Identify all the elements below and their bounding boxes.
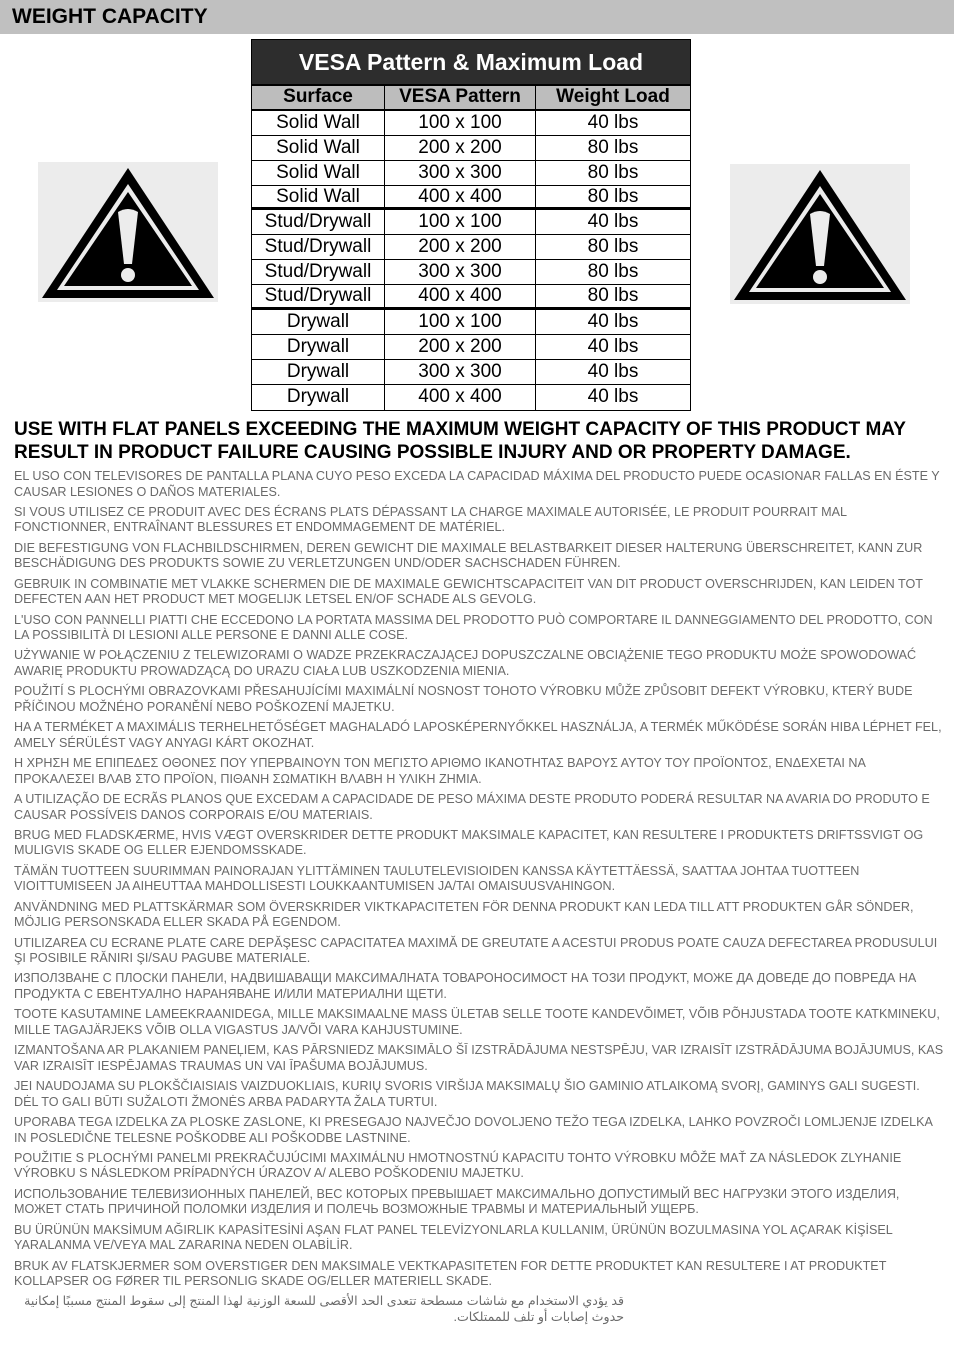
weight-load-cell: 40 lbs bbox=[587, 335, 639, 357]
weight-load-cell: 40 lbs bbox=[587, 111, 639, 133]
surface-cell: Solid Wall bbox=[252, 111, 385, 135]
vesa-table-header-row bbox=[252, 86, 690, 111]
translation-paragraph: A UTILIZAÇÃO DE ECRÃS PLANOS QUE EXCEDAM A CAPACIDADE DE PESO MÁXIMA DESTE PRODUTO PODERÁ RESULTAR NA AVARIA DO PRODUTO E CAUSAR POSSÍVEIS DANOS CORPORAIS E/OU MATERIAIS. bbox=[14, 792, 930, 822]
translation-paragraph: DIE BEFESTIGUNG VON FLACHBILDSCHIRMEN, DEREN GEWICHT DIE MAXIMALE BELASTBARKEIT DIESER HALTERUNG ÜBERSCHREITET, KANN ZUR BESCHÄDIGUNG DES PRODUKTS SOWIE ZU VERLETZUNGEN UND/ODER SACHSCHADEN FÜHREN. bbox=[14, 540, 923, 571]
translation-paragraph: TÄMÄN TUOTTEEN SUURIMMAN PAINORAJAN YLITTÄMINEN TAULUTELEVISIOIDEN KANSSA KÄYTETTÄESSÄ, SAATTAA JOHTAA TUOTTEEN VIOITTUMISEEN JA AIHEUTTAA MAHDOLLISESTI LOUKKAANTUMISEN JA/TAI OMAISUUSVAHINGON. bbox=[14, 863, 860, 894]
translation-paragraph: L'USO CON PANNELLI PIATTI CHE ECCEDONO LA PORTATA MASSIMA DEL PRODOTTO PUÒ COMPORTARE IL DANNEGGIAMENTO DEL PRODOTTO, CON LA POSSIBILITÀ DI LESIONI ALLE PERSONE E DANNI ALLE COSE. bbox=[14, 612, 933, 643]
translation-paragraph: UPORABA TEGA IZDELKA ZA PLOSKE ZASLONE, KI PRESEGAJO NAJVEČJO DOVOLJENO TEŽO TEGA IZDELKA, LAHKO POVZROČI LOMLJENJE IZDELKA IN POSLEDIČNE TELESNE POŠKODBE ALI POŠKODBE LASTNINE. bbox=[14, 1115, 933, 1145]
table-row bbox=[252, 136, 690, 161]
surface-cell: Stud/Drywall bbox=[252, 210, 385, 234]
table-row bbox=[252, 235, 690, 260]
vesa-pattern-cell: 300 x 300 bbox=[385, 260, 536, 284]
weight-load-cell: 80 lbs bbox=[587, 161, 639, 183]
translation-paragraph: BRUG MED FLADSKÆRME, HVIS VÆGT OVERSKRIDER DETTE PRODUKT MAKSIMALE KAPACITET, KAN RESULTERE I PRODUKTETS DRIFTSSVIGT OG MULIGVIS SKADE OG ELLER EJENDOMSSKADE. bbox=[14, 827, 924, 858]
translation-paragraph: BU ÜRÜNÜN MAKSİMUM AĞIRLIK KAPASİTESİNİ AŞAN FLAT PANEL TELEVİZYONLARLA KULLANIM, ÜRÜNÜN BOZULMASINA YOL AÇARAK KİŞİSEL YARALANMA VE/VEYA MAL ZARARINA NEDEN OLABİLİR. bbox=[14, 1222, 893, 1253]
translation-paragraph: Η ΧΡΗΣΗ ΜΕ ΕΠΙΠΕΔΕΣ ΟΘΟΝΕΣ ΠΟΥ ΥΠΕΡΒΑΙΝΟΥΝ ΤΟΝ ΜΕΓΙΣΤΟ ΑΡΙΘΜΟ ΙΚΑΝΟΤΗΤΑΣ ΒΑΡΟΥΣ ΑΥΤΟΥ ΤΟΥ ΠΡΟΪΟΝΤΟΣ, ΕΝΔΕΧΕΤΑΙ ΝΑ ΠΡΟΚΑΛΕΣΕΙ ΒΛΑΒ ΣΤΟ ΠΡΟΪΟΝ, ΠΙΘΑΝΗ ΣΩΜΑΤΙΚΗ ΒΛΑΒΗ Η ΥΛΙΚΗ ΖΗΜΙΑ. bbox=[14, 756, 866, 786]
vesa-pattern-cell: 200 x 200 bbox=[385, 235, 536, 259]
vesa-table-grid bbox=[252, 86, 690, 410]
surface-cell: Drywall bbox=[252, 385, 385, 410]
weight-load-cell: 40 lbs bbox=[587, 360, 639, 382]
warning-triangle-icon bbox=[38, 162, 218, 302]
surface-cell: Solid Wall bbox=[252, 186, 385, 208]
warning-triangle-icon bbox=[730, 164, 910, 304]
weight-load-cell: 80 lbs bbox=[587, 261, 639, 283]
vesa-pattern-cell: 200 x 200 bbox=[385, 136, 536, 160]
vesa-pattern-cell: 200 x 200 bbox=[385, 335, 536, 359]
translation-paragraph: ANVÄNDNING MED PLATTSKÄRMAR SOM ÖVERSKRIDER VIKTKAPACITETEN FÖR DENNA PRODUKT KAN LEDA TILL ATT PRODUKTEN GÅR SÖNDER, MÖJLIG PERSONSKADA ELLER SKADA PÅ EGENDOM. bbox=[14, 899, 914, 930]
table-row bbox=[252, 210, 690, 235]
table-row bbox=[252, 260, 690, 285]
weight-load-cell: 40 lbs bbox=[587, 211, 639, 233]
translation-paragraph: TOOTE KASUTAMINE LAMEEKRAANIDEGA, MILLE MAKSIMAALNE MASS ÜLETAB SELLE TOOTE KANDEVÕIMET, VÕIB PÕHJUSTADA TOOTE KATKMINEKU, MILLE TAGAJÄRJEKS VÕIB OLLA VIGASTUS JA/VÕI VARA KAHJUSTUMINE. bbox=[14, 1007, 940, 1037]
vesa-table bbox=[251, 39, 691, 411]
weight-load-cell: 40 lbs bbox=[587, 386, 639, 408]
weight-load-cell: 80 lbs bbox=[587, 136, 639, 158]
table-row bbox=[252, 186, 690, 211]
translated-warnings bbox=[14, 469, 944, 1330]
translation-paragraph: ИЗПОЛЗВАНЕ С ПЛОСКИ ПАНЕЛИ, НАДВИШАВАЩИ МАКСИМАЛНАТА ТОВАРОНОСИМОСТ НА ТОЗИ ПРОДУКТ, МОЖЕ ДА ДОВЕДЕ ДО ПОВРЕДА НА ПРОДУКТА С ЕВЕНТУАЛНО НАРАНЯВАНЕ И/ИЛИ МАТЕРИАЛНИ ЩЕТИ. bbox=[14, 971, 917, 1001]
translation-paragraph: UTILIZAREA CU ECRANE PLATE CARE DEPĂŞESC CAPACITATEA MAXIMĂ DE GREUTATE A ACESTUI PRODUS POATE CAUZA DEFECTAREA PRODUSULUI ŞI POSIBILE RĂNIRI ŞI/SAU PAGUBE MATERIALE. bbox=[14, 935, 938, 966]
translation-paragraph: قد يؤدي الاستخدام مع شاشات مسطحة تتعدى الحد الأقصى للسعة الوزنية لهذا المنتج إلى سقوط المنتج مسببًا إمكانية حدوث إصابات أو تلف للممتلكات. bbox=[24, 1294, 624, 1324]
translation-paragraph: GEBRUIK IN COMBINATIE MET VLAKKE SCHERMEN DIE DE MAXIMALE GEWICHTSCAPACITEIT VAN DIT PRODUCT OVERSCHRIJDEN, KAN LEIDEN TOT DEFECTEN AAN HET PRODUCT MET MOGELIJK LETSEL EN/OF SCHADE ALS GEVOLG. bbox=[14, 576, 923, 607]
translation-paragraph: JEI NAUDOJAMA SU PLOKŠČIAISIAIS VAIZDUOKLIAIS, KURIŲ SVORIS VIRŠIJA MAKSIMALŲ ŠIO GAMINIO ATLAIKOMĄ SVORĮ, GAMINYS GALI SUGESTI. DĖL TO GALI BŪTI SUŽALOTI ŽMONĖS ARBA PADARYTA ŽALA TURTUI. bbox=[14, 1079, 920, 1109]
surface-cell: Drywall bbox=[252, 360, 385, 384]
vesa-pattern-cell: 100 x 100 bbox=[385, 310, 536, 334]
translation-paragraph: UŻYWANIE W POŁĄCZENIU Z TELEWIZORAMI O WADZE PRZEKRACZAJĄCEJ DOPUSZCZALNE OBCIĄŻENIE TEGO PRODUKTU MOŻE SPOWODOWAĆ AWARIĘ PRODUKTU PROWADZĄCĄ DO URAZU CIAŁA LUB USZKODZENIA MIENIA. bbox=[14, 648, 917, 678]
vesa-pattern-cell: 300 x 300 bbox=[385, 360, 536, 384]
vesa-pattern-cell: 400 x 400 bbox=[385, 285, 536, 307]
table-row bbox=[252, 310, 690, 335]
header-bar bbox=[0, 0, 954, 34]
table-row bbox=[252, 285, 690, 310]
surface-cell: Stud/Drywall bbox=[252, 235, 385, 259]
translation-paragraph: POUŽITIE S PLOCHÝMI PANELMI PREKRAČUJÚCIMI MAXIMÁLNU HMOTNOSTNÚ KAPACITU TOHTO VÝROBKU MÔŽE MAŤ ZA NÁSLEDOK ZLYHANIE VÝROBKU S NÁSLEDKOM PRÍPADNÝCH ÚRAZOV A/ ALEBO POŠKODENIU MAJETKU. bbox=[14, 1150, 902, 1181]
weight-load-cell: 80 lbs bbox=[587, 285, 639, 307]
column-header-weight-load: Weight Load bbox=[556, 86, 670, 108]
surface-cell: Drywall bbox=[252, 335, 385, 359]
surface-cell: Drywall bbox=[252, 310, 385, 334]
page-title: WEIGHT CAPACITY bbox=[12, 5, 208, 28]
vesa-pattern-cell: 400 x 400 bbox=[385, 385, 536, 410]
vesa-table-title: VESA Pattern & Maximum Load bbox=[252, 40, 690, 86]
table-row bbox=[252, 111, 690, 136]
translation-paragraph: BRUK AV FLATSKJERMER SOM OVERSTIGER DEN MAKSIMALE VEKTKAPASITETEN FOR DETTE PRODUKTET KAN RESULTERE I AT PRODUKTET KOLLAPSER OG FØRER TIL PERSONLIG SKADE OG/ELLER MATERIELL SKADE. bbox=[14, 1258, 887, 1289]
translation-paragraph: IZMANTOŠANA AR PLAKANIEM PANEĻIEM, KAS PĀRSNIEDZ MAKSIMĀLO ŠĪ IZSTRĀDĀJUMA NESTSPĒJU, VAR IZRAISĪT IZSTRĀDĀJUMA BOJĀJUMUS, KAS VAR IZRAISĪT IESPĒJAMAS TRAUMAS UN VAI ĪPAŠUMA BOJĀJUMUS. bbox=[14, 1043, 944, 1073]
translation-paragraph: HA A TERMÉKET A MAXIMÁLIS TERHELHETŐSÉGET MAGHALADÓ LAPOSKÉPERNYŐKKEL HASZNÁLJA, A TERMÉK MŰKÖDÉSE SORÁN HIBA LÉPHET FEL, AMELY SÉRÜLÉST VAGY ANYAGI KÁRT OKOZHAT. bbox=[14, 720, 942, 750]
translation-paragraph: POUŽITÍ S PLOCHÝMI OBRAZOVKAMI PŘESAHUJÍCÍMI MAXIMÁLNÍ NOSNOST TOHOTO VÝROBKU MŮŽE ZPŮSOBIT DEFEKT VÝROBKU, KTERÝ BUDE PŘÍČINOU MOŽNÉHO PORANĚNÍ NEBO POŠKOZENÍ MAJETKU. bbox=[14, 684, 913, 714]
table-row bbox=[252, 360, 690, 385]
translation-paragraph: ИСПОЛЬЗОВАНИЕ ТЕЛЕВИЗИОННЫХ ПАНЕЛЕЙ, ВЕС КОТОРЫХ ПРЕВЫШАЕТ МАКСИМАЛЬНО ДОПУСТИМЫЙ ВЕС НАГРУЗКИ ЭТОГО ИЗДЕЛИЯ, МОЖЕТ СТАТЬ ПРИЧИНОЙ ПОЛОМКИ ИЗДЕЛИЯ И ПОЛЕЧЬ ВОЗМОЖНЫЕ ТРАВМЫ И МАТЕРИАЛЬНЫЙ УЩЕРБ. bbox=[14, 1186, 900, 1217]
table-row bbox=[252, 335, 690, 360]
column-header-surface: Surface bbox=[252, 86, 385, 109]
vesa-pattern-cell: 100 x 100 bbox=[385, 111, 536, 135]
vesa-pattern-cell: 100 x 100 bbox=[385, 210, 536, 234]
column-header-vesa-pattern: VESA Pattern bbox=[385, 86, 536, 109]
translation-paragraph: EL USO CON TELEVISORES DE PANTALLA PLANA CUYO PESO EXCEDA LA CAPACIDAD MÁXIMA DEL PRODUCTO PUEDE OCASIONAR FALLAS EN ÉSTE Y CAUSAR LESIONES O DAÑOS MATERIALES. bbox=[14, 469, 940, 499]
vesa-pattern-cell: 300 x 300 bbox=[385, 161, 536, 185]
translation-paragraph: SI VOUS UTILISEZ CE PRODUIT AVEC DES ÉCRANS PLATS DÉPASSANT LA CHARGE MAXIMALE AUTORISÉE, LE PRODUIT POURRAIT MAL FONCTIONNER, ENTRAÎNANT BLESSURES ET ENDOMMAGEMENT DE MATÉRIEL. bbox=[14, 504, 847, 535]
surface-cell: Stud/Drywall bbox=[252, 285, 385, 307]
weight-load-cell: 80 lbs bbox=[587, 185, 639, 207]
vesa-pattern-cell: 400 x 400 bbox=[385, 186, 536, 208]
table-row bbox=[252, 385, 690, 410]
surface-cell: Solid Wall bbox=[252, 161, 385, 185]
weight-load-cell: 80 lbs bbox=[587, 236, 639, 258]
table-row bbox=[252, 161, 690, 186]
surface-cell: Solid Wall bbox=[252, 136, 385, 160]
surface-cell: Stud/Drywall bbox=[252, 260, 385, 284]
main-warning-text: USE WITH FLAT PANELS EXCEEDING THE MAXIMUM WEIGHT CAPACITY OF THIS PRODUCT MAY RESULT IN PRODUCT FAILURE CAUSING POSSIBLE INJURY AND OR PROPERTY DAMAGE. bbox=[14, 419, 906, 463]
weight-load-cell: 40 lbs bbox=[587, 310, 639, 332]
